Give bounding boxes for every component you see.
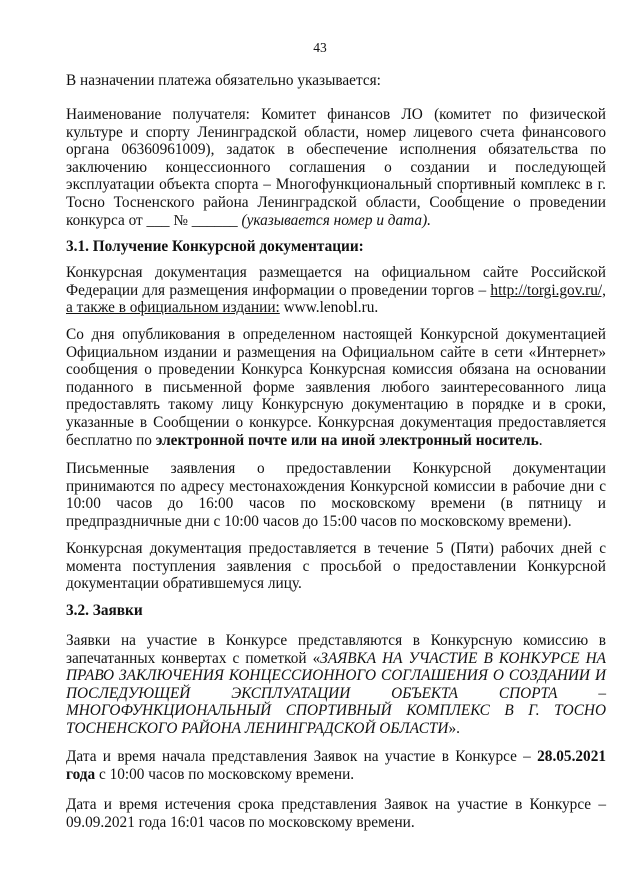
section-3-1-paragraph-2	[66, 326, 606, 449]
para2-text: Со дня опубликования в определенном настоящей Конкурсной документацией Официальном издании и размещения на Официальном сайте в сети «Интернет» сообщения о проведении Конкурса Конкурсная комиссия обязана на основании поданного в письменной форме заявления любого заинтересованного лица предоставлять такому лицу Конкурсную документацию в порядке и в сроки, указанные в Сообщении о конкурсе. Конкурсная документация предоставляется бесплатно по	[66, 326, 606, 449]
section-3-1-heading: 3.1. Получение Конкурсной документации:	[66, 238, 364, 255]
applications-text: Заявки на участие в Конкурсе представляются в Конкурсную комиссию в запечатанных конвертах с пометкой «	[66, 632, 606, 667]
payment-recipient-paragraph	[66, 106, 606, 229]
section-3-2-heading: 3.2. Заявки	[66, 602, 143, 619]
payment-note-intro: В назначении платежа обязательно указывается:	[66, 72, 381, 89]
application-start-paragraph	[66, 748, 606, 783]
start-text: Дата и время начала представления Заявок на участие в Конкурсе –	[66, 748, 538, 765]
payment-recipient-text: Наименование получателя: Комитет финансов ЛО (комитет по физической культуре и спорту Ленинградской области, номер лицевого счета финансового органа 06360961009), задаток в обеспечение исполнения обязательства по заключению концессионного соглашения о создании и последующей эксплуатации объекта спорта – Многофункциональный спортивный комплекс в г. Тосно Тосненского района Ленинградской области, Сообщение о проведении конкурса от ___ № ______	[66, 106, 606, 229]
para2-bold: электронной почте или на иной электронный носитель	[155, 431, 539, 449]
payment-recipient-hint: (указывается номер и дата).	[241, 211, 431, 229]
section-3-2-paragraph-1	[66, 632, 606, 738]
applications-italic: ЗАЯВКА НА УЧАСТИЕ В КОНКУРСЕ НА ПРАВО ЗАКЛЮЧЕНИЯ КОНЦЕССИОННОГО СОГЛАШЕНИЯ О СОЗДАНИИ И ПОСЛЕДУЮЩЕЙ ЭКСПЛУАТАЦИИ ОБЪЕКТА СПОРТА – МНОГОФУНКЦИОНАЛЬНЫЙ СПОРТИВНЫЙ КОМПЛЕКС В Г. ТОСНО ТОСНЕНСКОГО РАЙОНА ЛЕНИНГРАДСКОЙ ОБЛАСТИ	[66, 649, 606, 737]
torgi-link[interactable]: http://torgi.gov.ru/, а также в официальном издании:	[66, 281, 606, 317]
para2-end: .	[538, 431, 543, 449]
page-number: 43	[313, 40, 327, 55]
section-3-1-paragraph-3: Письменные заявления о предоставлении Конкурсной документации принимаются по адресу местонахождения Конкурсной комиссии в рабочие дни с 10:00 часов до 16:00 часов по московскому времени (в пятницу и предпраздничные дни с 10:00 часов до 15:00 часов по московскому времени).	[66, 460, 606, 530]
application-end-paragraph: Дата и время истечения срока представления Заявок на участие в Конкурсе – 09.09.2021 года 16:01 часов по московскому времени.	[66, 796, 606, 831]
section-3-1-paragraph-4: Конкурсная документация предоставляется в течение 5 (Пяти) рабочих дней с момента поступления заявления с просьбой о предоставлении Конкурсной документации обратившемуся лицу.	[66, 540, 606, 593]
section-3-1-paragraph-1	[66, 264, 606, 317]
start-tail: с 10:00 часов по московскому времени.	[95, 765, 355, 783]
para1-tail: www.lenobl.ru.	[279, 299, 379, 317]
para1-text: Конкурсная документация размещается на официальном сайте Российской Федерации для размещения информации о проведении торгов –	[66, 264, 606, 299]
applications-end: ».	[448, 719, 460, 737]
start-date: 28.05.2021 года	[66, 748, 606, 783]
